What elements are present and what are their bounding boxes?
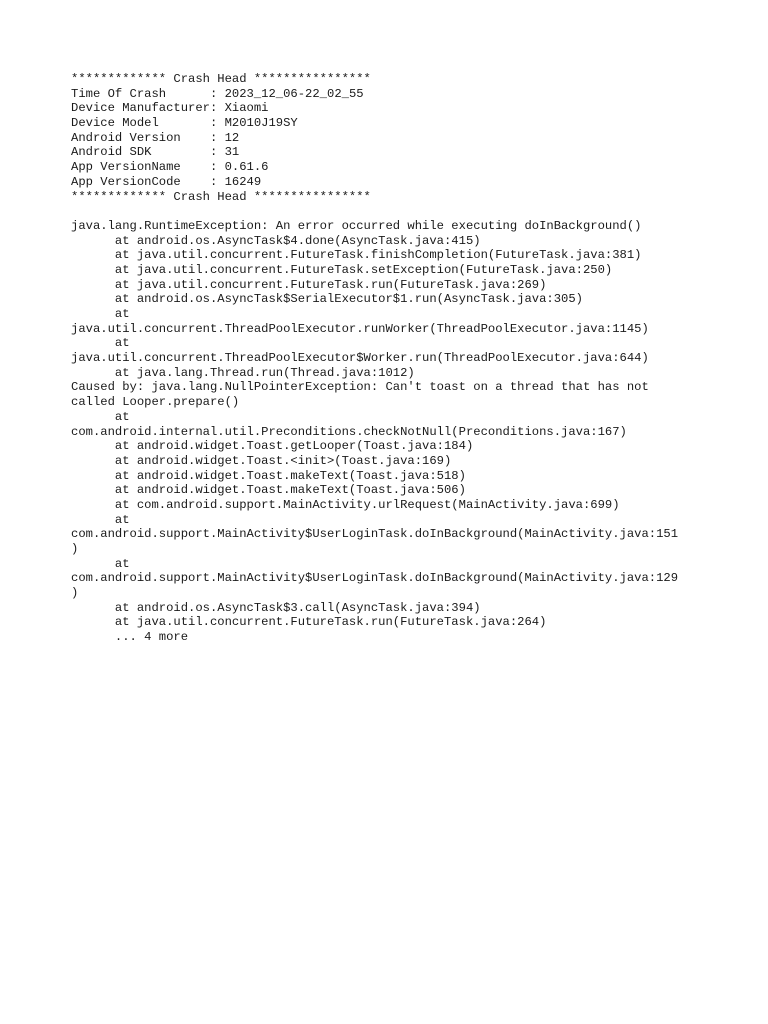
field-key: App VersionCode: [71, 174, 210, 189]
stack-line: com.android.support.MainActivity$UserLoginTask.doInBackground(MainActivity.java:129: [71, 571, 679, 586]
stack-line: at android.widget.Toast.getLooper(Toast.java:184): [71, 439, 474, 454]
field-value: M2010J19SY: [224, 116, 298, 131]
field-value: 0.61.6: [224, 160, 269, 175]
crash-head-close-banner: ************* Crash Head ****************: [71, 189, 371, 204]
stack-line: at android.widget.Toast.makeText(Toast.java:518): [71, 468, 466, 483]
stack-line: at java.util.concurrent.FutureTask.setException(FutureTask.java:250): [71, 262, 613, 277]
stack-line: at android.os.AsyncTask$3.call(AsyncTask.java:394): [71, 600, 481, 615]
stack-line: java.util.concurrent.ThreadPoolExecutor.runWorker(ThreadPoolExecutor.java:1145): [71, 321, 649, 336]
field-key: Android SDK: [71, 145, 210, 160]
stack-line: at java.util.concurrent.FutureTask.run(FutureTask.java:269): [71, 277, 547, 292]
stack-line: ): [71, 586, 79, 601]
crash-log-text: [71, 72, 751, 645]
stack-line: at: [71, 409, 130, 424]
stack-line: at java.util.concurrent.FutureTask.run(FutureTask.java:264): [71, 615, 547, 630]
stack-line: at java.util.concurrent.FutureTask.finishCompletion(FutureTask.java:381): [71, 248, 642, 263]
stack-line: ... 4 more: [71, 630, 189, 645]
stack-line: com.android.support.MainActivity$UserLoginTask.doInBackground(MainActivity.java:151: [71, 527, 679, 542]
stack-line: at java.lang.Thread.run(Thread.java:1012): [71, 365, 415, 380]
crash-field-android-sdk: Android SDK : 31: [71, 145, 240, 160]
field-value: 16249: [224, 174, 262, 189]
stack-line: com.android.internal.util.Preconditions.checkNotNull(Preconditions.java:167): [71, 424, 627, 439]
field-key: Android Version: [71, 130, 210, 145]
crash-field-android-version: Android Version : 12: [71, 130, 240, 145]
stack-line: at android.os.AsyncTask$SerialExecutor$1.run(AsyncTask.java:305): [71, 292, 583, 307]
stack-line: at android.os.AsyncTask$4.done(AsyncTask.java:415): [71, 233, 481, 248]
stack-line: at: [71, 556, 130, 571]
crash-field-app-version-code: App VersionCode : 16249: [71, 174, 262, 189]
stack-line: at com.android.support.MainActivity.urlRequest(MainActivity.java:699): [71, 497, 620, 512]
field-value: 12: [224, 130, 240, 145]
stack-line: at: [71, 307, 130, 321]
stack-line: java.lang.RuntimeException: An error occurred while executing doInBackground(): [71, 218, 642, 233]
stack-line: at: [71, 512, 130, 527]
field-key: Device Manufacturer: [71, 101, 210, 116]
crash-head-open-banner: ************* Crash Head ****************: [71, 72, 371, 86]
crash-field-time-of-crash: Time Of Crash : 2023_12_06-22_02_55: [71, 86, 364, 101]
crash-field-app-version-name: App VersionName : 0.61.6: [71, 160, 269, 175]
field-key: Time Of Crash: [71, 86, 210, 101]
caused-by-line: Caused by: java.lang.NullPointerException: Can't toast on a thread that has not: [71, 380, 649, 395]
stack-line: at android.widget.Toast.<init>(Toast.java:169): [71, 453, 452, 468]
field-value: 2023_12_06-22_02_55: [224, 86, 364, 101]
field-key: Device Model: [71, 116, 210, 131]
crash-log-document: [71, 72, 751, 645]
field-value: Xiaomi: [224, 101, 269, 116]
crash-field-device-model: Device Model : M2010J19SY: [71, 116, 298, 131]
stack-line: java.util.concurrent.ThreadPoolExecutor$Worker.run(ThreadPoolExecutor.java:644): [71, 351, 649, 366]
crash-field-device-manufacturer: Device Manufacturer: Xiaomi: [71, 101, 269, 116]
field-key: App VersionName: [71, 160, 210, 175]
stack-line: at android.widget.Toast.makeText(Toast.java:506): [71, 483, 466, 498]
field-value: 31: [224, 145, 240, 160]
stack-line: ): [71, 542, 79, 556]
blank-line: [71, 204, 751, 219]
stack-line: called Looper.prepare(): [71, 395, 240, 410]
stack-line: at: [71, 336, 130, 351]
